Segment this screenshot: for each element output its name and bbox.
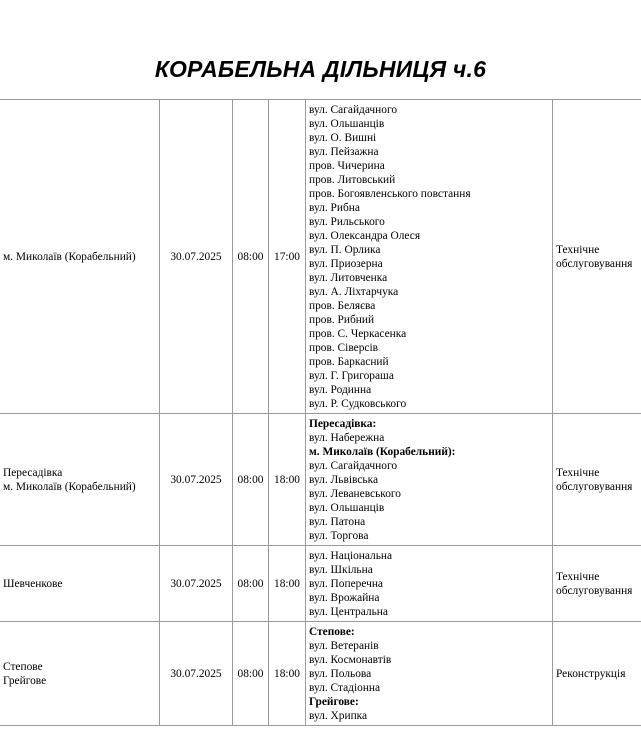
reason-cell <box>553 100 641 414</box>
reason-text: Технічне <box>556 243 600 256</box>
locality-cell <box>0 100 160 414</box>
street-item: вул. Родинна <box>309 384 372 396</box>
street-item: вул. Сагайдачного <box>309 104 398 116</box>
outage-schedule-table <box>0 99 641 726</box>
streets-cell <box>306 622 553 726</box>
street-item: вул. Г. Григораша <box>309 370 394 382</box>
streets-cell <box>306 546 553 622</box>
start-time-cell: 08:00 <box>233 414 269 546</box>
table-row <box>0 546 641 622</box>
street-item: вул. Торгова <box>309 530 369 542</box>
street-item: пров. Беляєва <box>309 300 376 312</box>
street-item: вул. Стадіонна <box>309 682 381 694</box>
street-item: пров. С. Черкасенка <box>309 328 407 340</box>
street-item: вул. О. Вишні <box>309 132 377 144</box>
street-item: вул. А. Ліхтарчука <box>309 286 399 298</box>
street-item: вул. Ольшанців <box>309 502 385 514</box>
locality-name: Степове <box>3 660 43 673</box>
page-title: КОРАБЕЛЬНА ДІЛЬНИЦЯ ч.6 <box>154 56 487 82</box>
reason-text: Реконструкція <box>556 667 626 680</box>
street-item: вул. Польова <box>309 668 372 680</box>
date-cell: 30.07.2025 <box>160 414 233 546</box>
start-time-cell: 08:00 <box>233 546 269 622</box>
street-item: вул. Космонавтів <box>309 654 392 666</box>
street-item: вул. Ветеранів <box>309 640 379 652</box>
reason-text: обслуговування <box>556 257 633 270</box>
start-time-cell: 08:00 <box>233 622 269 726</box>
street-item: вул. Ольшанців <box>309 118 385 130</box>
street-item: вул. Центральна <box>309 606 388 618</box>
street-item: вул. Пейзажна <box>309 146 379 158</box>
date-cell: 30.07.2025 <box>160 100 233 414</box>
street-item: вул. Рильського <box>309 216 385 228</box>
table-row <box>0 100 641 414</box>
street-item: вул. Львівська <box>309 474 379 486</box>
street-item: вул. Сагайдачного <box>309 460 398 472</box>
street-item: вул. Національна <box>309 550 393 562</box>
locality-heading: м. Миколаїв (Корабельний): <box>309 446 456 458</box>
street-item: вул. Олександра Олеся <box>309 230 421 242</box>
street-item: вул. Рибна <box>309 202 360 214</box>
locality-name: м. Миколаїв (Корабельний) <box>3 250 136 263</box>
streets-cell <box>306 100 553 414</box>
street-item: вул. Приозерна <box>309 258 383 270</box>
street-item: вул. Поперечна <box>309 578 383 590</box>
date-cell: 30.07.2025 <box>160 622 233 726</box>
street-item: пров. Баркасний <box>309 356 389 368</box>
reason-text: Технічне <box>556 466 600 479</box>
locality-name: Пересадівка <box>3 466 63 479</box>
start-time-cell: 08:00 <box>233 100 269 414</box>
locality-cell <box>0 622 160 726</box>
street-item: вул. Шкільна <box>309 564 373 576</box>
street-item: вул. Врожайна <box>309 592 380 604</box>
locality-heading: Пересадівка: <box>309 418 377 430</box>
street-item: пров. Сіверсів <box>309 342 378 354</box>
end-time-cell: 18:00 <box>269 546 306 622</box>
street-item: вул. Хрипка <box>309 710 368 722</box>
streets-cell <box>306 414 553 546</box>
reason-cell <box>553 414 641 546</box>
street-item: пров. Чичерина <box>309 160 385 172</box>
table-row <box>0 414 641 546</box>
end-time-cell: 18:00 <box>269 414 306 546</box>
street-item: пров. Богоявленського повстання <box>309 188 471 200</box>
street-item: пров. Литовський <box>309 174 396 186</box>
street-item: вул. Набережна <box>309 432 385 444</box>
end-time-cell: 17:00 <box>269 100 306 414</box>
locality-name: Шевченкове <box>3 577 63 590</box>
locality-cell <box>0 546 160 622</box>
reason-text: обслуговування <box>556 584 633 597</box>
street-item: вул. Р. Судковського <box>309 398 407 410</box>
street-item: вул. Патона <box>309 516 366 528</box>
reason-cell <box>553 622 641 726</box>
reason-text: Технічне <box>556 570 600 583</box>
table-row <box>0 622 641 726</box>
locality-name: Грейгове <box>3 674 47 687</box>
street-item: пров. Рибний <box>309 314 375 326</box>
locality-cell <box>0 414 160 546</box>
locality-name: м. Миколаїв (Корабельний) <box>3 480 136 493</box>
locality-heading: Степове: <box>309 626 355 638</box>
date-cell: 30.07.2025 <box>160 546 233 622</box>
reason-cell <box>553 546 641 622</box>
end-time-cell: 18:00 <box>269 622 306 726</box>
street-item: вул. Леваневського <box>309 488 401 500</box>
reason-text: обслуговування <box>556 480 633 493</box>
street-item: вул. Литовченка <box>309 272 388 284</box>
street-item: вул. П. Орлика <box>309 244 381 256</box>
locality-heading: Грейгове: <box>309 696 359 708</box>
